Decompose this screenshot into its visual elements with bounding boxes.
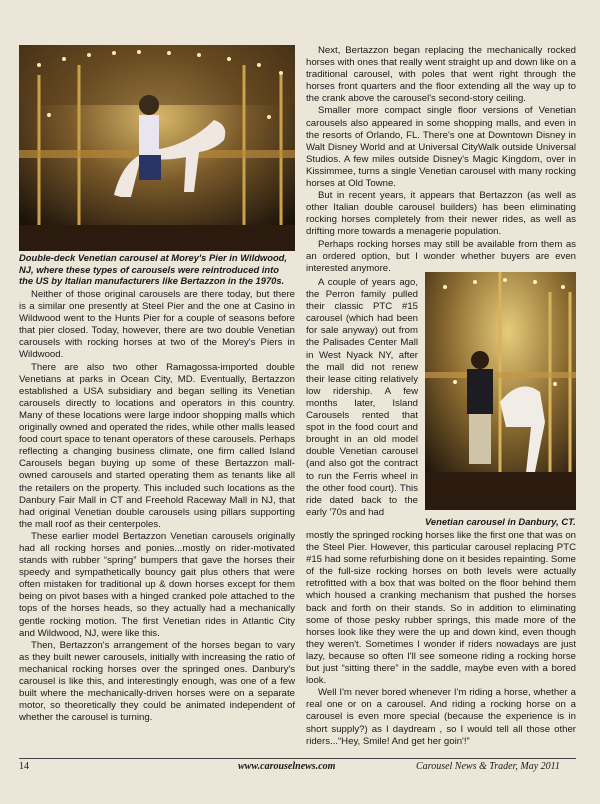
footer-website: www.carouselnews.com <box>238 761 336 772</box>
photo2-caption: Venetian carousel in Danbury, CT. <box>425 516 576 527</box>
carousel-photo-illustration <box>19 45 295 251</box>
left-paragraph: Neither of those original carousels are there today, but there is a similar one presently at Steel Pier and the one at Casino in Wildwood went to the Hunts Pier for a couple of seasons before that pier closed. Today, however, there are two double Venetian carousels with rocking horses at two of the Morey's Piers in Wildwood. <box>19 289 295 361</box>
right-column-bottom <box>306 530 576 748</box>
left-paragraph: These earlier model Bertazzon Venetian carousels originally had all rocking horses and ponies...mostly on rider-motivated stands with rubber “spring” bumpers that gave the horses their speedy and sympathetically bouncy gait plus others that were often mistaken for traditional up & down horses except for them being on pivot bases with a hinged cranked pole attached to the tops of the horses heads, so they actually had a mechanically gentle rocking motion. The first Venetian rides in Atlantic City and Wildwood, NJ, were like this. <box>19 530 295 639</box>
right-paragraph: But in recent years, it appears that Bertazzon (as well as other Italian double carousel builders) has been eliminating rocking horses completely from their newer rides, as well as drifting more towards a menagerie population. <box>306 190 576 238</box>
narrow-paragraph: A couple of years ago, the Perron family pulled their classic PTC #15 carousel (which had been for sale anyway) out from the Palisades Center Mall in West Nyack NY, after the mall did not renew their lease citing relatively low ridership. A few months later, Island Carousels rented that spot in the food court and brought in an old model double Venetian carousel (and also got the contract to run the Ferris wheel in the other food court). This ride dated back to the early '70s and had <box>306 277 418 518</box>
page-number: 14 <box>19 761 29 772</box>
right-column-narrow <box>306 277 418 519</box>
left-column <box>19 289 295 724</box>
right-paragraph: Smaller more compact single floor versions of Venetian carousels also appeared in some shopping malls, and even in the resorts of Orlando, FL. There's one at Downtown Disney in Walt Disney World and at Universal CityWalk outside Universal Studios. A few miles outside Disney's Magic Kingdom, over in Kissimmee, turns a single Venetian carousel with many rocking horses at Old Towne. <box>306 105 576 190</box>
right-paragraph: Perhaps rocking horses may still be available from them as an ordered option, but I wonder whether buyers are even interested anymore. <box>306 238 576 274</box>
right-bottom-paragraph: mostly the springed rocking horses like the first one that was on the Steel Pier. However, this particular carousel replacing PTC #15 had some refurbishing done on it besides repainting. Some of the full-size rocking horses on both levels were actually retrofitted with a box that was bolted on the floor behind them which housed a cranking mechanism that pushed the horses back and forth on their stands. So in addition to eliminating some of those pesky rubber springs, this made more of the horses look like they were the up and down kind, even though they weren't. Sometimes I wonder if riders nowadays are just lazy, because so often I'll see someone riding a rocking horse but just “sitting there” in the saddle, maybe even with a bored look. <box>306 530 576 687</box>
right-column-top <box>306 45 576 275</box>
photo-double-deck-carousel <box>19 45 295 251</box>
footer-publication: Carousel News & Trader, May 2011 <box>416 761 560 772</box>
right-paragraph: Next, Bertazzon began replacing the mechanically rocked horses with ones that really went straight up and down like on a traditional carousel, with poles that went right through the horses front quarters and the floor extending all the way up to the crank above the carousel's second-story ceiling. <box>306 45 576 105</box>
photo-danbury-carousel <box>425 272 576 510</box>
left-paragraph: Then, Bertazzon's arrangement of the horses began to vary as they built newer carousels, initially with increasing the ratio of mechanical rocking horses over the springed ones. Danbury's carousel is like this, and interestingly enough, was one of a few built where the mechanically-driven horses were on a separate motor, so theoretically they could be animated independent of whether the carousel is turning. <box>19 639 295 724</box>
right-bottom-paragraph: Well I'm never bored whenever I'm riding a horse, whether a real one or on a carousel. And riding a rocking horse on a carousel is even more special (because the experience is in short supply?) as I daydream , so I would tell all those other riders...“Hey, Smile! And get her goin'!” <box>306 687 576 747</box>
photo1-caption: Double-deck Venetian carousel at Morey's Pier in Wildwood, NJ, where these types of carousels were reintroduced into the US by Italian manufacturers like Bertazzon in the 1970s. <box>19 252 288 286</box>
danbury-photo-illustration <box>425 272 576 510</box>
left-paragraph: There are also two other Ramagossa-imported double Venetians at parks in Ocean City, MD. Eventually, Bertazzon established a USA subsidiary and began selling its Venetian carousels directly to locations and operators in this country. Many of these locations were large indoor shopping malls which originally owned and operated the rides, while other malls leased food court space to tenant operators of these carousels. Perhaps reflecting a changing business climate, one firm called Island Carousels began buying up some of these Bertazzon mall-owned carousels and started operating them as tenants like all the retailers on the property. This included such locations as the Danbury Fair Mall in CT and Freehold Raceway Mall in NJ, that had original Venetian double carousels using pillars supporting the mall roof as their centerpoles. <box>19 361 295 530</box>
footer-rule <box>19 758 576 759</box>
